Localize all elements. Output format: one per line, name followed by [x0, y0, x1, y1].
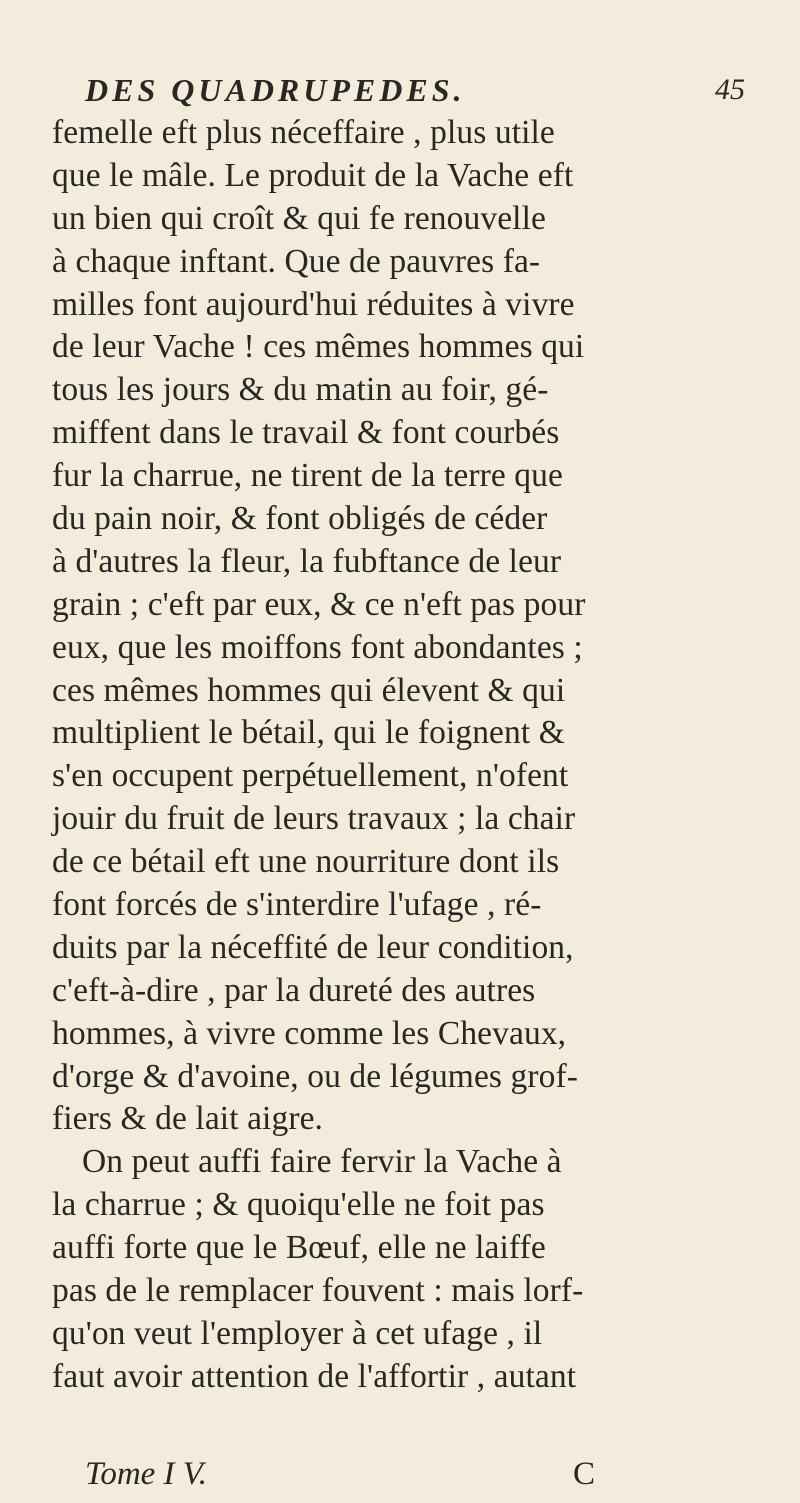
body-text — [52, 112, 757, 1399]
text-line: c'eft-à-dire , par la dureté des autres — [52, 971, 536, 1009]
text-line: de ce bétail eft une nourriture dont ils — [52, 843, 560, 881]
text-line: la charrue ; & quoiqu'elle ne foit pas — [52, 1186, 545, 1224]
page-header — [85, 70, 745, 110]
text-line: grain ; c'eft par eux, & ce n'eft pas pour — [52, 585, 586, 623]
running-title: DES QUADRUPEDES. — [85, 72, 466, 108]
text-line: faut avoir attention de l'affortir , autant — [52, 1357, 577, 1395]
text-line: fiers & de lait aigre. — [52, 1100, 324, 1138]
volume-indicator: Tome I V. — [85, 1456, 207, 1492]
text-line: du pain noir, & font obligés de céder — [52, 500, 548, 538]
text-line: de leur Vache ! ces mêmes hommes qui — [52, 328, 585, 366]
text-line: à d'autres la fleur, la fubftance de leur — [52, 542, 562, 580]
text-line: ces mêmes hommes qui élevent & qui — [52, 671, 566, 709]
text-line: duits par la néceffité de leur condition, — [52, 928, 574, 966]
text-line: femelle eft plus néceffaire , plus utile — [52, 114, 555, 151]
text-line: hommes, à vivre comme les Chevaux, — [52, 1014, 567, 1052]
text-line: s'en occupent perpétuellement, n'ofent — [52, 757, 569, 795]
text-line: milles font aujourd'hui réduites à vivre — [52, 285, 575, 323]
text-line: pas de le remplacer fouvent : mais lorf- — [52, 1272, 584, 1310]
text-line: que le mâle. Le produit de la Vache eft — [52, 156, 574, 194]
text-line: miffent dans le travail & font courbés — [52, 414, 560, 452]
text-line: eux, que les moiffons font abondantes ; — [52, 628, 583, 666]
text-line: fur la charrue, ne tirent de la terre que — [52, 457, 563, 495]
text-line: tous les jours & du matin au foir, gé- — [52, 371, 549, 409]
text-line: font forcés de s'interdire l'ufage , ré- — [52, 886, 542, 924]
text-line: auffi forte que le Bœuf, elle ne laiffe — [52, 1229, 546, 1267]
text-line: jouir du fruit de leurs travaux ; la chair — [52, 800, 576, 838]
text-line: un bien qui croît & qui fe renouvelle — [52, 199, 546, 237]
text-line: qu'on veut l'employer à cet ufage , il — [52, 1314, 543, 1352]
text-line: multiplient le bétail, qui le foignent & — [52, 714, 565, 752]
page-number: 45 — [715, 73, 745, 106]
text-line: à chaque inftant. Que de pauvres fa- — [52, 242, 541, 280]
paragraph-start-line: On peut auffi faire fervir la Vache à — [82, 1143, 562, 1181]
text-line: d'orge & d'avoine, ou de légumes grof- — [52, 1057, 578, 1095]
page-footer — [85, 1453, 745, 1495]
signature-mark: C — [573, 1456, 596, 1492]
